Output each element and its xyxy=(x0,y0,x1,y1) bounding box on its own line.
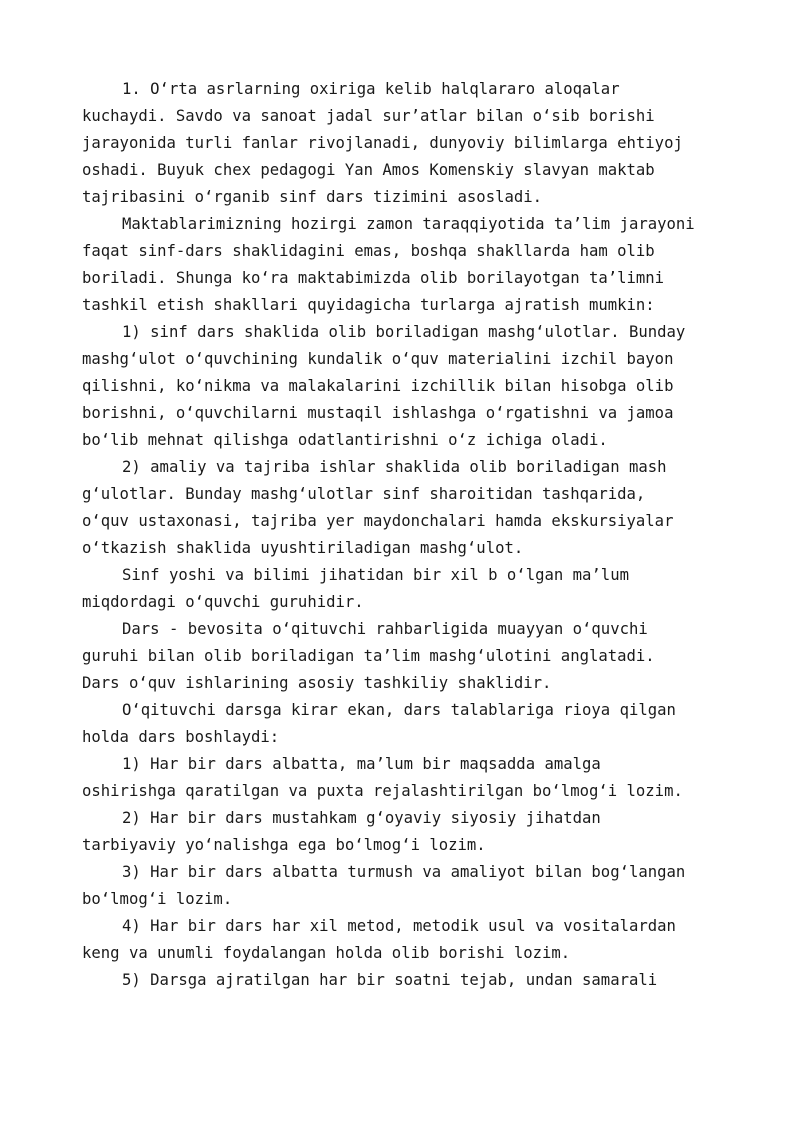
text-line: 1) sinf dars shaklida olib boriladigan mashg‘ulotlar. Bunday xyxy=(122,323,686,341)
paragraph-11 xyxy=(82,913,722,967)
text-line: jarayonida turli fanlar rivojlanadi, dunyoviy bilimlarga ehtiyoj xyxy=(82,134,683,152)
text-line: o‘tkazish shaklida uyushtiriladigan mashg‘ulot. xyxy=(82,539,524,557)
paragraph-7 xyxy=(82,697,722,751)
document-text xyxy=(82,76,722,994)
text-line: Dars o‘quv ishlarining asosiy tashkiliy shaklidir. xyxy=(82,674,552,692)
text-line: g‘ulotlar. Bunday mashg‘ulotlar sinf sharoitidan tashqarida, xyxy=(82,485,646,503)
paragraph-3 xyxy=(82,319,722,454)
text-line: Sinf yoshi va bilimi jihatidan bir xil b o‘lgan ma’lum xyxy=(122,566,629,584)
text-line: kuchaydi. Savdo va sanoat jadal sur’atlar bilan o‘sib borishi xyxy=(82,107,655,125)
text-line: O‘qituvchi darsga kirar ekan, dars talablariga rioya qilgan xyxy=(122,701,676,719)
text-line: 4) Har bir dars har xil metod, metodik usul va vositalardan xyxy=(122,917,676,935)
paragraph-8 xyxy=(82,751,722,805)
text-line: tashkil etish shakllari quyidagicha turlarga ajratish mumkin: xyxy=(82,296,655,314)
text-line: 5) Darsga ajratilgan har bir soatni tejab, undan samarali xyxy=(122,971,658,989)
text-line: boriladi. Shunga ko‘ra maktabimizda olib borilayotgan ta’limni xyxy=(82,269,665,287)
text-line: guruhi bilan olib boriladigan ta’lim mashg‘ulotini anglatadi. xyxy=(82,647,655,665)
paragraph-5 xyxy=(82,562,722,616)
text-line: 1) Har bir dars albatta, ma’lum bir maqsadda amalga xyxy=(122,755,601,773)
text-line: tajribasini o‘rganib sinf dars tizimini asosladi. xyxy=(82,188,543,206)
text-line: bo‘lib mehnat qilishga odatlantirishni o‘z ichiga oladi. xyxy=(82,431,608,449)
text-line: mashg‘ulot o‘quvchining kundalik o‘quv materialini izchil bayon xyxy=(82,350,674,368)
text-line: qilishni, ko‘nikma va malakalarini izchillik bilan hisobga olib xyxy=(82,377,674,395)
text-line: oshirishga qaratilgan va puxta rejalashtirilgan bo‘lmog‘i lozim. xyxy=(82,782,683,800)
paragraph-6 xyxy=(82,616,722,697)
paragraph-4 xyxy=(82,454,722,562)
text-line: 1. O‘rta asrlarning oxiriga kelib halqlararo aloqalar xyxy=(122,80,620,98)
text-line: Dars - bevosita o‘qituvchi rahbarligida muayyan o‘quvchi xyxy=(122,620,648,638)
text-line: Maktablarimizning hozirgi zamon taraqqiyotida ta’lim jarayoni xyxy=(122,215,695,233)
paragraph-2 xyxy=(82,211,722,319)
text-line: borishni, o‘quvchilarni mustaqil ishlashga o‘rgatishni va jamoa xyxy=(82,404,674,422)
paragraph-9 xyxy=(82,805,722,859)
text-line: keng va unumli foydalangan holda olib borishi lozim. xyxy=(82,944,571,962)
text-line: holda dars boshlaydi: xyxy=(82,728,280,746)
text-line: 2) Har bir dars mustahkam g‘oyaviy siyosiy jihatdan xyxy=(122,809,601,827)
text-line: 2) amaliy va tajriba ishlar shaklida olib boriladigan mash xyxy=(122,458,667,476)
text-line: oshadi. Buyuk chex pedagogi Yan Amos Komenskiy slavyan maktab xyxy=(82,161,655,179)
paragraph-12 xyxy=(82,967,722,994)
text-line: o‘quv ustaxonasi, tajriba yer maydonchalari hamda ekskursiyalar xyxy=(82,512,674,530)
text-line: bo‘lmog‘i lozim. xyxy=(82,890,233,908)
text-line: miqdordagi o‘quvchi guruhidir. xyxy=(82,593,364,611)
text-line: 3) Har bir dars albatta turmush va amaliyot bilan bog‘langan xyxy=(122,863,686,881)
paragraph-10 xyxy=(82,859,722,913)
text-line: faqat sinf-dars shaklidagini emas, boshqa shakllarda ham olib xyxy=(82,242,655,260)
paragraph-1 xyxy=(82,76,722,211)
text-line: tarbiyaviy yo‘nalishga ega bo‘lmog‘i lozim. xyxy=(82,836,486,854)
